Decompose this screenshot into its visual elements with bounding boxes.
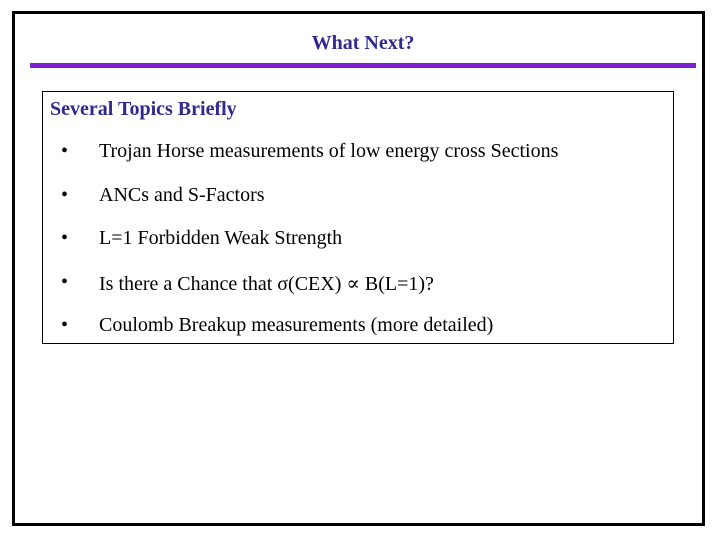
list-item-text: Coulomb Breakup measurements (more detailed) <box>99 314 494 336</box>
bullet-icon: • <box>61 314 69 336</box>
bullet-icon: • <box>61 227 69 249</box>
title-underline <box>30 63 696 68</box>
list-item-text: Is there a Chance that σ(CEX) ∝ B(L=1)? <box>99 272 434 295</box>
slide-title: What Next? <box>311 32 415 54</box>
list-item-text: Trojan Horse measurements of low energy cross Sections <box>99 140 559 162</box>
box-heading: Several Topics Briefly <box>50 98 237 120</box>
topics-box <box>42 91 674 344</box>
list-item-text: L=1 Forbidden Weak Strength <box>99 227 343 249</box>
list-item-text: ANCs and S-Factors <box>99 183 265 206</box>
bullet-icon: • <box>61 183 69 206</box>
bullet-icon: • <box>61 270 69 293</box>
bullet-icon: • <box>61 140 69 162</box>
